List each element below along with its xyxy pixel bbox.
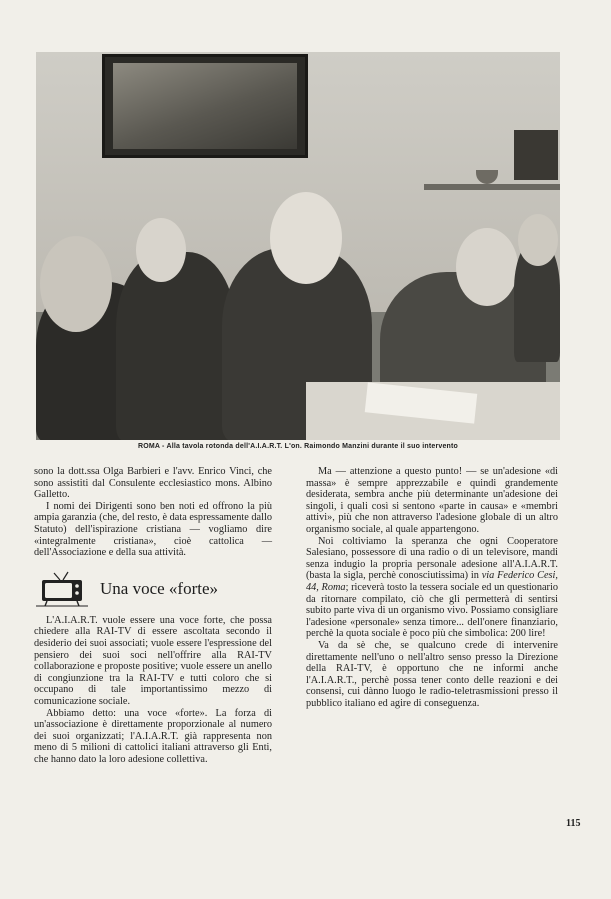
association-address: via Federico Cesi, 44, Roma — [306, 570, 558, 593]
person-far-right-head — [518, 214, 558, 266]
left-paragraph-3: L'A.I.A.R.T. vuole essere una voce forte, che possa chiedere alla RAI-TV di essere ascoltata secondo il desiderio dei suoi associati; vuole essere l'espressione del pensiero dei suoi soci nell'offrire alla RAI-TV collaborazione e proposte positive; vuole essere un anello di congiunzione tra la RAI-TV e tutti coloro che si occupano di tale importantissimo mezzo di comunicazione sociale. — [34, 614, 272, 707]
right-paragraph-2-start: Noi coltiviamo la speranza che ogni Cooperatore Salesiano, possessore di una radio o di un televisore, mandi senza indugio la propria personale adesione all'A.I.A.R.T. (basta la sigla, perchè conosciutissima) in — [306, 535, 558, 582]
right-column — [306, 466, 558, 709]
left-paragraph-4: Abbiamo detto: una voce «forte». La forza di un'associazione è direttamente proporzionale al numero dei suoi organizzati; l'A.I.A.R.T. già rappresenta non meno di 5 milioni di cattolici italiani attraverso gli Enti, che hanno dato la loro adesione collettiva. — [34, 707, 272, 765]
wall-shelf — [424, 184, 560, 190]
photo-caption: ROMA - Alla tavola rotonda dell'A.I.A.R.T. L'on. Raimondo Manzini durante il suo intervento — [137, 443, 459, 450]
wall-painting — [102, 54, 308, 158]
left-paragraph-2: I nomi dei Dirigenti sono ben noti ed offrono la più ampia garanzia (che, del resto, è data espressamente dallo Statuto) dell'ispirazione cristiana — vogliamo dire «integralmente cristiana», cioè cattolica — dell'Associazione e della sua attività. — [34, 500, 272, 559]
person-second-head — [136, 218, 186, 282]
radio-set — [514, 130, 558, 180]
section-heading-row — [34, 567, 272, 611]
person-second — [116, 252, 236, 440]
left-paragraph-1: sono la dott.ssa Olga Barbieri e l'avv. Enrico Vinci, che sono assistiti dal Consulente ecclesiastico mons. Albino Galletto. — [34, 466, 272, 501]
person-right-head — [456, 228, 518, 306]
right-paragraph-1: Ma — attenzione a questo punto! — se un'adesione «di massa» è sempre apprezzabile e quindi grandemente desiderata, sembra anche più determinante un'adesione dei singoli, i quali così si sentono «parte in causa» e «membri attivi», più che non attraverso l'adesione globale di un altro organismo sociale, al quale appartengono. — [306, 466, 558, 535]
meeting-photo — [36, 52, 560, 440]
left-column — [34, 466, 272, 765]
person-speaker-head — [270, 192, 342, 284]
right-paragraph-3: Va da sè che, se qualcuno crede di intervenire direttamente nell'uno o nell'altro senso presso la Direzione della RAI-TV, è opportuno che ne informi anche l'A.I.A.R.T., perchè possa tener conto delle reazioni e dei consensi, cui dànno luogo le radio-teletrasmissioni presso il pubblico italiano ed agire di conseguenza. — [306, 639, 558, 709]
television-icon — [36, 571, 88, 607]
right-paragraph-2 — [306, 536, 558, 640]
right-paragraph-2-end: ; riceverà tosto la tessera sociale ed un questionario da ritornare compilato, ciò che gli permetterà di sentirsi subito parte viva di un organismo vivo. Possiamo consigliare l'adesione «personale» senza timore... dell'onere finanziario, perchè la quota sociale è poco più che simbolica: 200 lire! — [306, 581, 558, 640]
person-left-head — [40, 236, 112, 332]
page-number: 115 — [566, 818, 581, 829]
section-heading: Una voce «forte» — [100, 578, 219, 598]
